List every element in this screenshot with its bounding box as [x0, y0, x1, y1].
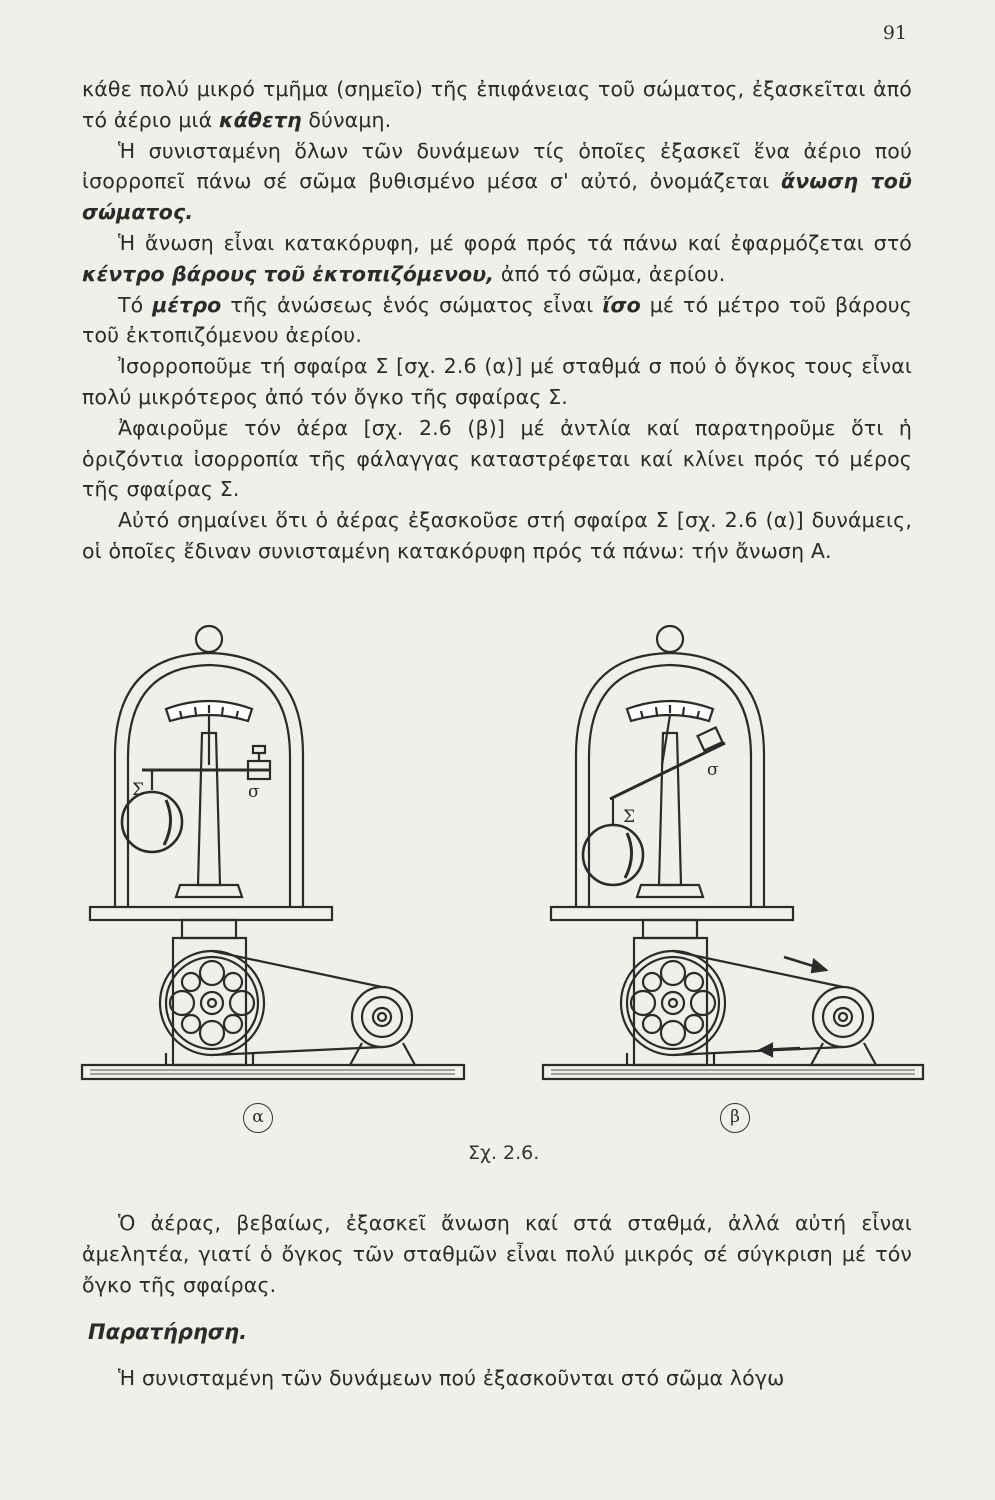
- top-text: [82, 74, 912, 567]
- paragraph-6: Ἀφαιροῦμε τόν ἀέρα [σχ. 2.6 (β)] μέ ἀντλία καί παρατηροῦμε ὅτι ἡ ὁριζόντια ἰσορροπία τῆς φάλαγγας καταστρέφεται καί κλίνει πρός τό μέρος τῆς σφαίρας Σ.: [82, 415, 912, 502]
- subfigure-label-b: β: [720, 1103, 750, 1133]
- paragraph-8: Ὁ ἀέρας, βεβαίως, ἐξασκεῖ ἄνωση καί στά σταθμά, ἀλλά αὐτή εἶναι ἀμελητέα, γιατί ὁ ὄγκος τῶν σταθμῶν εἶναι πολύ μικρός σέ σύγκριση μέ τόν ὄγκο τῆς σφαίρας.: [82, 1211, 912, 1297]
- label-sphere-b: Σ: [623, 807, 636, 827]
- section-heading: Παρατήρηση.: [88, 1320, 248, 1344]
- paragraph-1: κάθε πολύ μικρό τμῆμα (σημεῖο) τῆς ἐπιφάνειας τοῦ σώματος, ἐξασκεῖται ἀπό τό ἀέριο μιά κάθετη δύναμη.: [82, 77, 912, 132]
- label-weight-b: σ: [707, 760, 719, 780]
- label-sphere-a: Σ: [132, 780, 145, 800]
- figure-drawing: [70, 615, 930, 1175]
- paragraph-9: Ἡ συνισταμένη τῶν δυνάμεων πού ἐξασκοῦνται στό σῶμα λόγω: [118, 1366, 785, 1390]
- last-text: [82, 1363, 912, 1394]
- label-weight-a: σ: [248, 782, 260, 802]
- paragraph-4: Τό μέτρο τῆς ἀνώσεως ἑνός σώματος εἶναι ἴσο μέ τό μέτρο τοῦ βάρους τοῦ ἐκτοπιζόμενου ἀερίου.: [82, 292, 912, 348]
- paragraph-5: Ἰσορροποῦμε τή σφαίρα Σ [σχ. 2.6 (α)] μέ σταθμά σ πού ὁ ὄγκος τους εἶναι πολύ μικρότερος ἀπό τόν ὄγκο τῆς σφαίρας Σ.: [82, 354, 912, 409]
- paragraph-7: Αὐτό σημαίνει ὅτι ὁ ἀέρας ἐξασκοῦσε στή σφαίρα Σ [σχ. 2.6 (α)] δυνάμεις, οἱ ὁποῖες ἔδιναν συνισταμένη κατακόρυφη πρός τά πάνω: τήν ἄνωση Α.: [82, 508, 912, 563]
- paragraph-2: Ἡ συνισταμένη ὅλων τῶν δυνάμεων τίς ὁποῖες ἐξασκεῖ ἕνα ἀέριο πού ἰσορροπεῖ πάνω σέ σῶμα βυθισμένο μέσα σ' αὐτό, ὀνομάζεται ἄνωση τοῦ σώματος.: [82, 138, 912, 225]
- page-number: 91: [882, 22, 907, 44]
- figure-caption: Σχ. 2.6.: [468, 1142, 540, 1164]
- bottom-text: [82, 1208, 912, 1300]
- paragraph-3: Ἡ ἄνωση εἶναι κατακόρυφη, μέ φορά πρός τά πάνω καί ἐφαρμόζεται στό κέντρο βάρους τοῦ ἐκτοπιζόμενου, ἀπό τό σῶμα, ἀερίου.: [82, 230, 912, 286]
- subfigure-label-a: α: [243, 1103, 273, 1133]
- apparatus-b: [543, 626, 923, 1079]
- apparatus-a: [82, 626, 464, 1079]
- figure-bell-jar-balance: [70, 615, 930, 1175]
